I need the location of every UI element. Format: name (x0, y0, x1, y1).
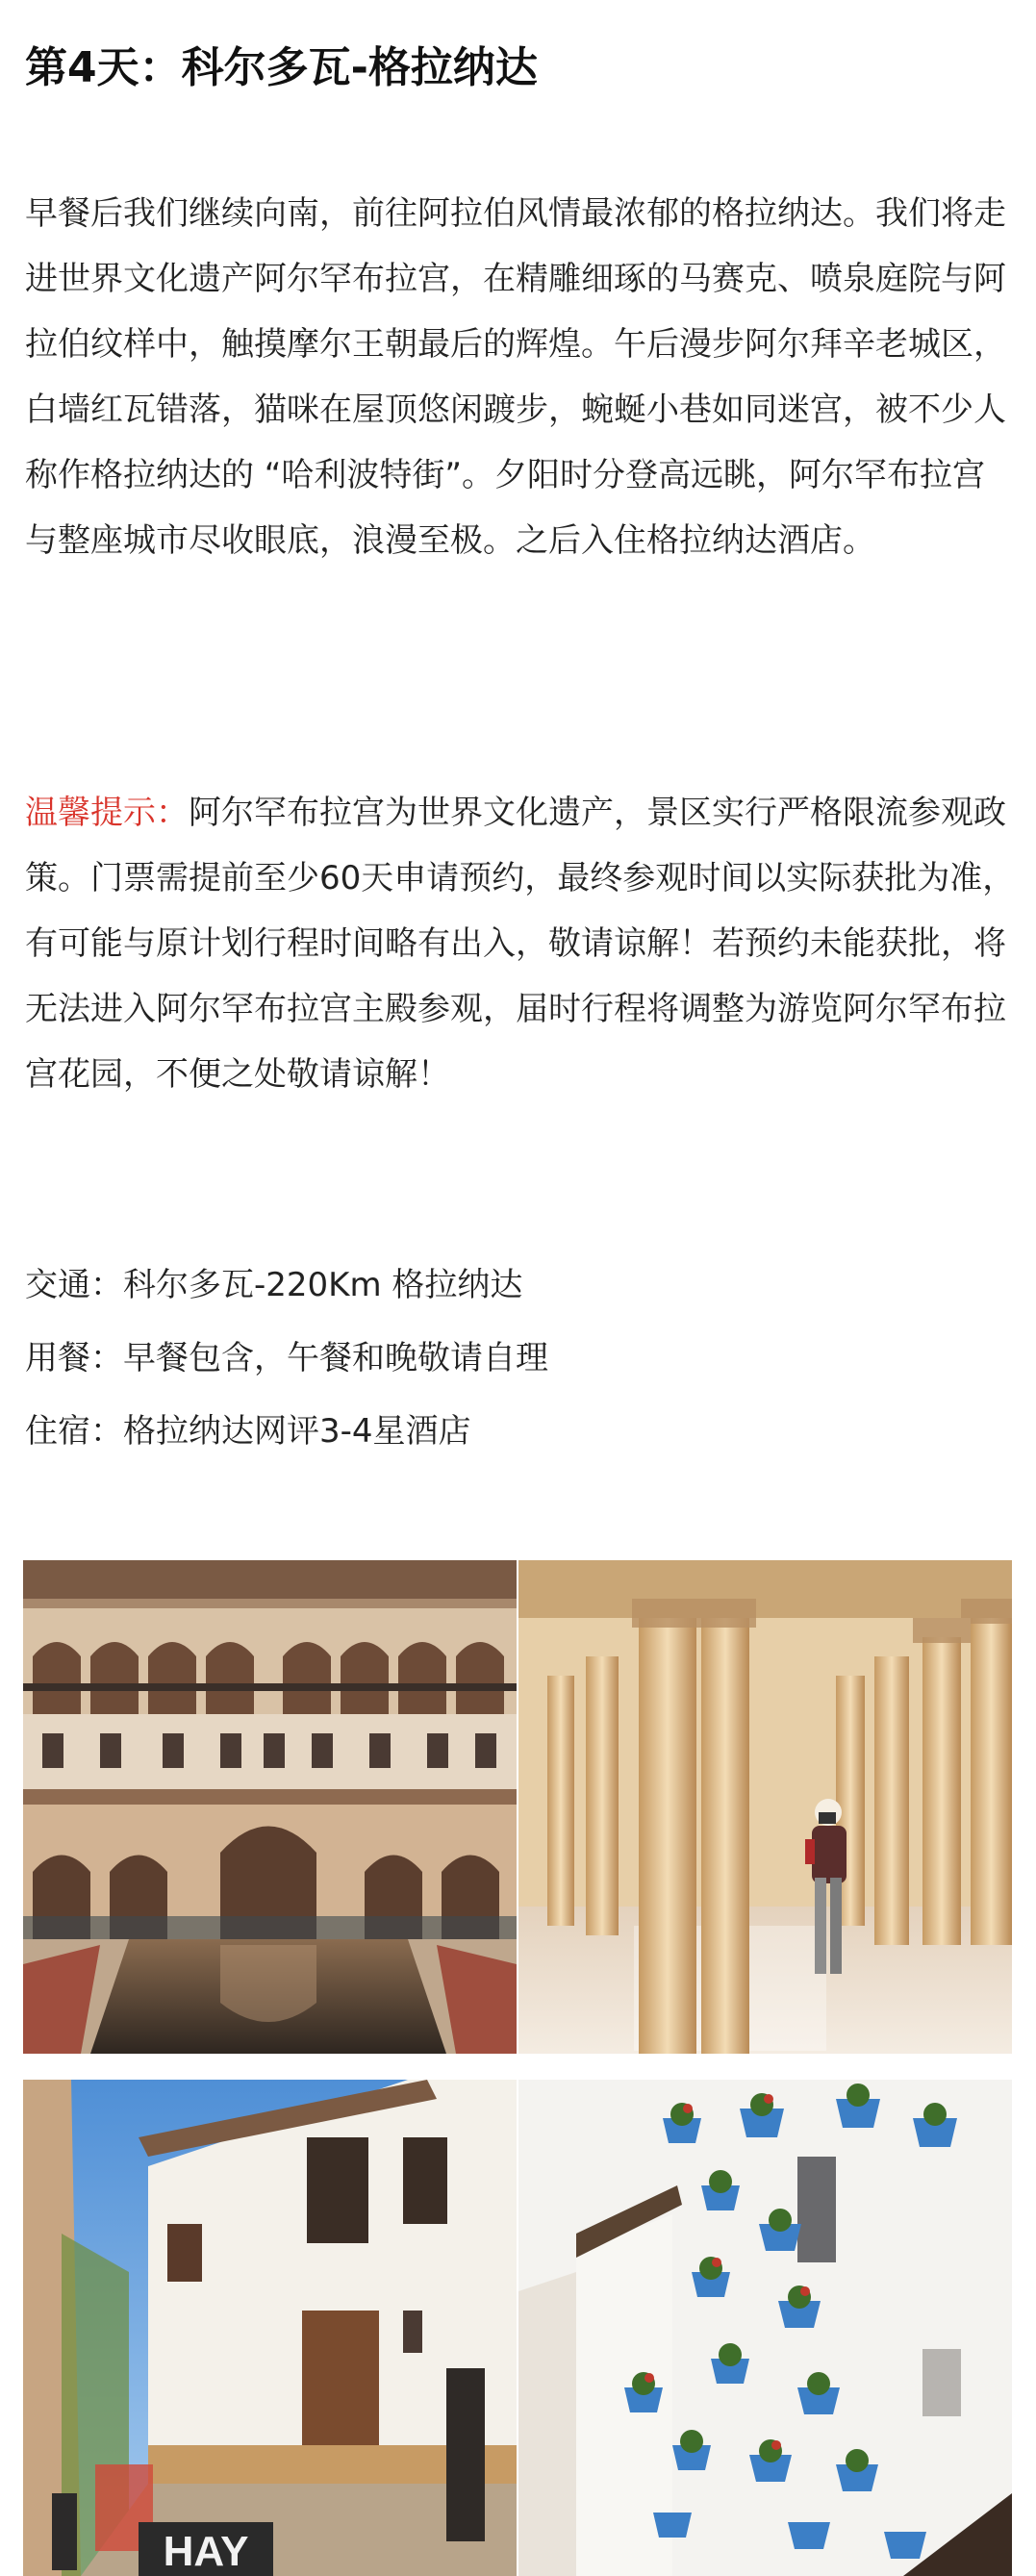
courtyard-pool-photo (23, 1560, 517, 2054)
meals-info: 用餐：早餐包含，午餐和晚敬请自理 (25, 1339, 548, 1377)
sign-text: HAY (163, 2528, 249, 2575)
hotel-info: 住宿：格拉纳达网评3-4星酒店 (25, 1412, 471, 1451)
tip-paragraph (25, 780, 1016, 1107)
blue-flowerpots-photo (518, 2080, 1012, 2576)
columns-photographer-photo (518, 1560, 1012, 2054)
page-title: 第4天：科尔多瓦-格拉纳达 (25, 43, 538, 92)
tip-label: 温馨提示： (25, 794, 189, 832)
intro-paragraph: 早餐后我们继续向南，前往阿拉伯风情最浓郁的格拉纳达。我们将走进世界文化遗产阿尔罕布拉宫，在精雕细琢的马赛克、喷泉庭院与阿拉伯纹样中，触摸摩尔王朝最后的辉煌。午后漫步阿尔拜辛老城区，白墙红瓦错落，猫咪在屋顶悠闲踱步，蜿蜒小巷如同迷宫，被不少人称作格拉纳达的 “哈利波特街”。夕阳时分登高远眺，阿尔罕布拉宫与整座城市尽收眼底，浪漫至极。之后入住格拉纳达酒店。 (25, 194, 1006, 560)
transport-info: 交通：科尔多瓦-220Km 格拉纳达 (25, 1266, 523, 1304)
albaicin-street-photo (23, 2080, 517, 2576)
tip-text: 阿尔罕布拉宫为世界文化遗产，景区实行严格限流参观政策。门票需提前至少60天申请预约，最终参观时间以实际获批为准，有可能与原计划行程时间略有出入，敬请谅解！若预约未能获批，将无法进入阿尔罕布拉宫主殿参观，届时行程将调整为游览阿尔罕布拉宫花园，不便之处敬请谅解！ (25, 794, 1016, 1094)
